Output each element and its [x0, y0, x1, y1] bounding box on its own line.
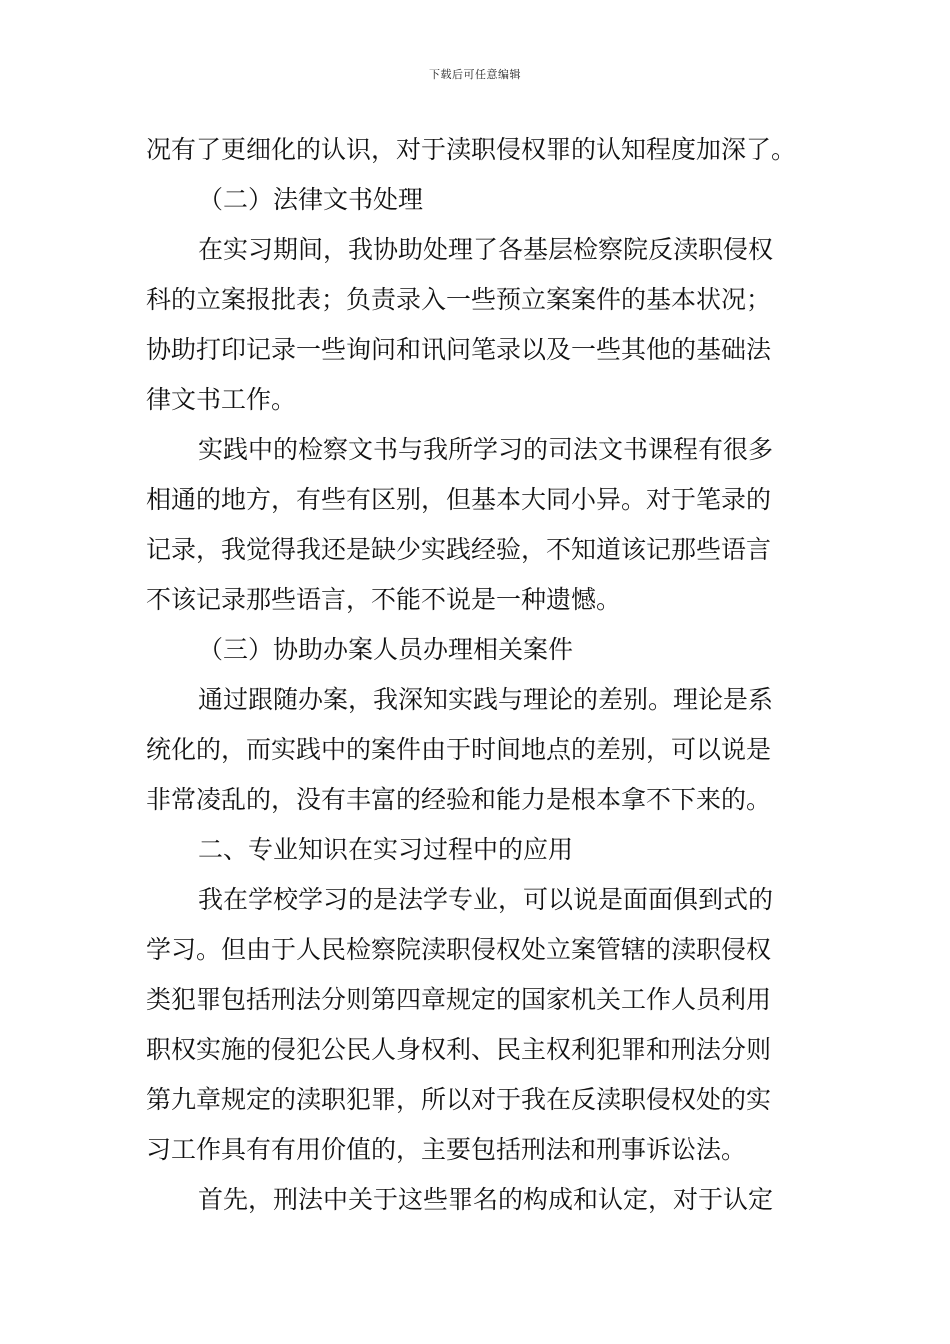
text-line: 相通的地方，有些有区别，但基本大同小异。对于笔录的 [146, 485, 772, 514]
text-line: 职权实施的侵犯公民人身权利、民主权利犯罪和刑法分则 [146, 1035, 772, 1064]
text-line: 通过跟随办案，我深知实践与理论的差别。理论是系 [198, 685, 774, 714]
text-line: 协助打印记录一些询问和讯问笔录以及一些其他的基础法 [146, 335, 772, 364]
section-heading: 二、专业知识在实习过程中的应用 [198, 835, 574, 864]
text-line: 首先，刑法中关于这些罪名的构成和认定，对于认定 [198, 1185, 774, 1214]
text-line: 记录，我觉得我还是缺少实践经验，不知道该记那些语言 [146, 535, 772, 564]
text-line: 我在学校学习的是法学专业，可以说是面面俱到式的 [198, 885, 774, 914]
text-line: 第九章规定的渎职犯罪，所以对于我在反渎职侵权处的实 [146, 1085, 772, 1114]
text-line: 实践中的检察文书与我所学习的司法文书课程有很多 [198, 435, 774, 464]
text-line: 非常凌乱的，没有丰富的经验和能力是根本拿不下来的。 [146, 785, 772, 814]
section-heading: （三）协助办案人员办理相关案件 [198, 635, 574, 664]
text-line: 在实习期间，我协助处理了各基层检察院反渎职侵权 [198, 235, 774, 264]
page-header: 下载后可任意编辑 [429, 68, 521, 81]
text-line: 类犯罪包括刑法分则第四章规定的国家机关工作人员利用 [146, 985, 772, 1014]
document-body [146, 128, 810, 1228]
text-line: 律文书工作。 [146, 385, 297, 414]
text-line: 统化的，而实践中的案件由于时间地点的差别，可以说是 [146, 735, 772, 764]
text-line: 学习。但由于人民检察院渎职侵权处立案管辖的渎职侵权 [146, 935, 772, 964]
text-line: 科的立案报批表；负责录入一些预立案案件的基本状况； [146, 285, 772, 314]
section-heading: （二）法律文书处理 [198, 185, 424, 214]
text-line: 不该记录那些语言，不能不说是一种遗憾。 [146, 585, 622, 614]
text-line: 习工作具有有用价值的，主要包括刑法和刑事诉讼法。 [146, 1135, 747, 1164]
text-line: 况有了更细化的认识，对于渎职侵权罪的认知程度加深了。 [146, 135, 797, 164]
